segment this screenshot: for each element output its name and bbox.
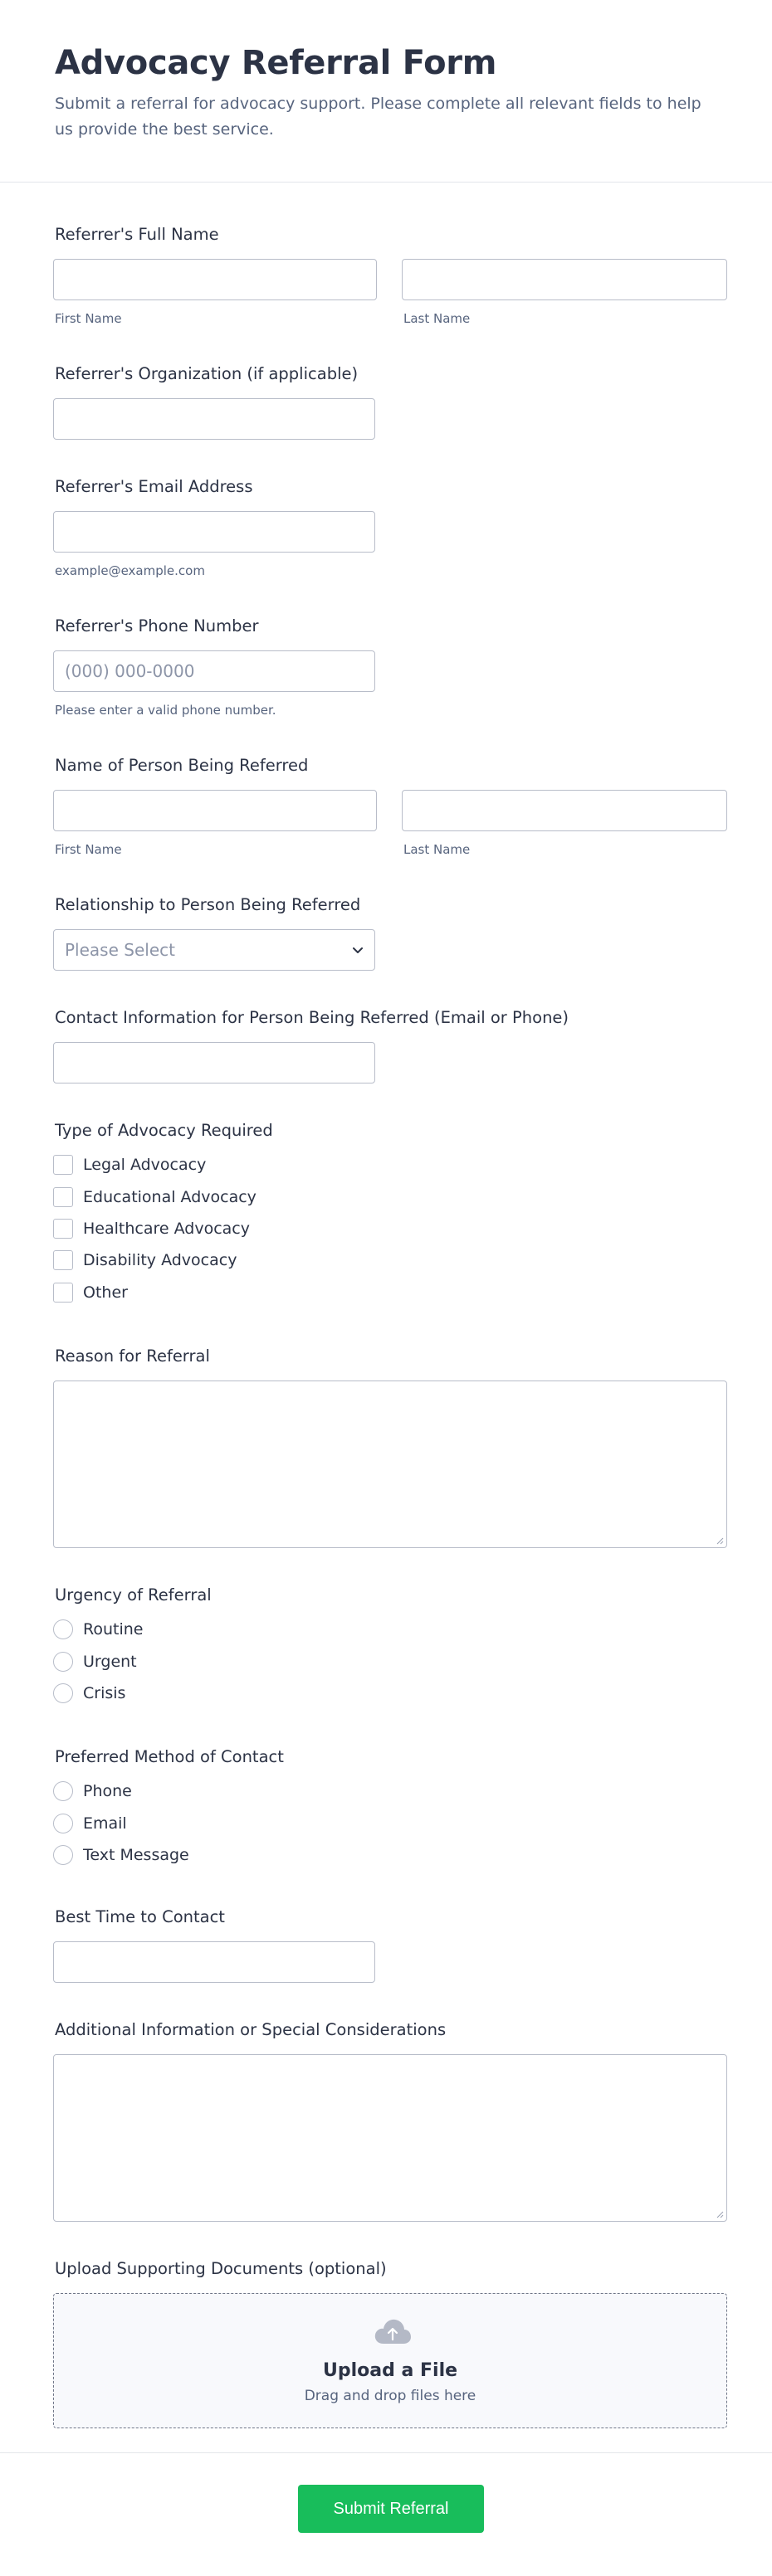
radio-option[interactable]	[53, 1843, 189, 1867]
urgency-label: Urgency of Referral	[55, 1585, 212, 1605]
referrer-name-field	[53, 224, 727, 326]
checkbox-option[interactable]	[53, 1249, 237, 1272]
checkbox-option[interactable]	[53, 1217, 250, 1240]
referred-last-name-input[interactable]	[402, 790, 727, 831]
resize-handle-icon[interactable]	[716, 2210, 724, 2218]
referred-name-field	[53, 755, 727, 857]
upload-field	[53, 2258, 727, 2404]
contact-info-label: Contact Information for Person Being Referred (Email or Phone)	[55, 1008, 569, 1027]
upload-label: Upload Supporting Documents (optional)	[55, 2259, 387, 2278]
radio-label: Routine	[83, 1620, 144, 1639]
referrer-last-name-input[interactable]	[402, 259, 727, 300]
additional-info-label: Additional Information or Special Considerations	[55, 2020, 447, 2039]
advocacy-type-field	[53, 1120, 727, 1311]
checkbox-label: Legal Advocacy	[83, 1156, 207, 1174]
referrer-org-input[interactable]	[53, 398, 375, 440]
referred-first-name-sublabel: First Name	[55, 842, 122, 857]
radio-button[interactable]	[53, 1619, 73, 1639]
checkbox[interactable]	[53, 1187, 73, 1207]
best-time-field	[53, 1906, 727, 1928]
referrer-name-label: Referrer's Full Name	[55, 225, 219, 244]
file-dropzone[interactable]	[53, 2293, 727, 2428]
additional-info-field	[53, 2019, 727, 2041]
radio-button[interactable]	[53, 1781, 73, 1801]
reason-textarea[interactable]	[53, 1381, 727, 1548]
radio-button[interactable]	[53, 1845, 73, 1865]
checkbox-label: Other	[83, 1283, 128, 1302]
advocacy-type-label: Type of Advocacy Required	[55, 1121, 273, 1140]
contact-method-field	[53, 1746, 727, 1871]
relationship-label: Relationship to Person Being Referred	[55, 895, 361, 914]
referred-last-name-sublabel: Last Name	[403, 842, 471, 857]
page-title: Advocacy Referral Form	[55, 44, 497, 82]
relationship-select[interactable]	[53, 929, 375, 971]
checkbox-label: Disability Advocacy	[83, 1251, 237, 1269]
radio-button[interactable]	[53, 1683, 73, 1703]
referrer-org-label: Referrer's Organization (if applicable)	[55, 364, 359, 383]
chevron-down-icon	[351, 943, 364, 957]
referred-first-name-input[interactable]	[53, 790, 377, 831]
checkbox-option[interactable]	[53, 1281, 128, 1304]
referred-name-label: Name of Person Being Referred	[55, 756, 309, 775]
additional-info-textarea[interactable]	[53, 2054, 727, 2222]
radio-label: Text Message	[83, 1846, 189, 1864]
radio-button[interactable]	[53, 1814, 73, 1833]
form-header	[0, 0, 772, 183]
referrer-email-sublabel: example@example.com	[55, 563, 205, 578]
contact-info-field	[53, 1007, 727, 1029]
best-time-input[interactable]	[53, 1941, 375, 1983]
checkbox-option[interactable]	[53, 1153, 206, 1176]
referrer-email-input[interactable]	[53, 511, 375, 553]
checkbox[interactable]	[53, 1155, 73, 1175]
radio-label: Crisis	[83, 1684, 126, 1702]
upload-title: Upload a File	[322, 2360, 458, 2381]
radio-option[interactable]	[53, 1812, 127, 1835]
checkbox-option[interactable]	[53, 1186, 257, 1209]
best-time-label: Best Time to Contact	[55, 1907, 225, 1926]
referrer-last-name-sublabel: Last Name	[403, 311, 471, 326]
referrer-phone-sublabel: Please enter a valid phone number.	[55, 703, 276, 718]
reason-label: Reason for Referral	[55, 1346, 210, 1366]
radio-option[interactable]	[53, 1780, 132, 1803]
referrer-first-name-sublabel: First Name	[55, 311, 122, 326]
urgency-field	[53, 1585, 727, 1709]
referrer-org-field	[53, 363, 727, 385]
radio-label: Urgent	[83, 1653, 137, 1671]
referrer-phone-input[interactable]	[53, 650, 375, 692]
checkbox[interactable]	[53, 1250, 73, 1270]
page-subtitle: Submit a referral for advocacy support. Please complete all relevant fields to help us provide the best service.	[55, 95, 701, 139]
referrer-email-label: Referrer's Email Address	[55, 477, 253, 496]
contact-method-label: Preferred Method of Contact	[55, 1747, 284, 1766]
upload-subtitle: Drag and drop files here	[304, 2388, 476, 2404]
contact-info-input[interactable]	[53, 1042, 375, 1083]
checkbox[interactable]	[53, 1283, 73, 1303]
radio-button[interactable]	[53, 1652, 73, 1672]
cloud-upload-icon	[374, 2317, 412, 2345]
checkbox-label: Healthcare Advocacy	[83, 1220, 250, 1238]
referrer-email-field	[53, 476, 727, 578]
checkbox-label: Educational Advocacy	[83, 1188, 257, 1206]
resize-handle-icon[interactable]	[716, 1536, 724, 1545]
referrer-phone-field	[53, 616, 727, 718]
radio-label: Phone	[83, 1782, 132, 1800]
radio-option[interactable]	[53, 1682, 125, 1705]
relationship-field	[53, 894, 727, 960]
relationship-placeholder: Please Select	[65, 940, 175, 960]
footer-divider	[0, 2452, 772, 2453]
referrer-phone-label: Referrer's Phone Number	[55, 616, 259, 635]
referrer-first-name-input[interactable]	[53, 259, 377, 300]
submit-button[interactable]: Submit Referral	[298, 2485, 484, 2533]
checkbox[interactable]	[53, 1219, 73, 1239]
radio-option[interactable]	[53, 1650, 137, 1673]
radio-label: Email	[83, 1814, 127, 1833]
phone-placeholder: (000) 000-0000	[65, 661, 195, 681]
reason-field	[53, 1346, 727, 1367]
radio-option[interactable]	[53, 1618, 143, 1641]
